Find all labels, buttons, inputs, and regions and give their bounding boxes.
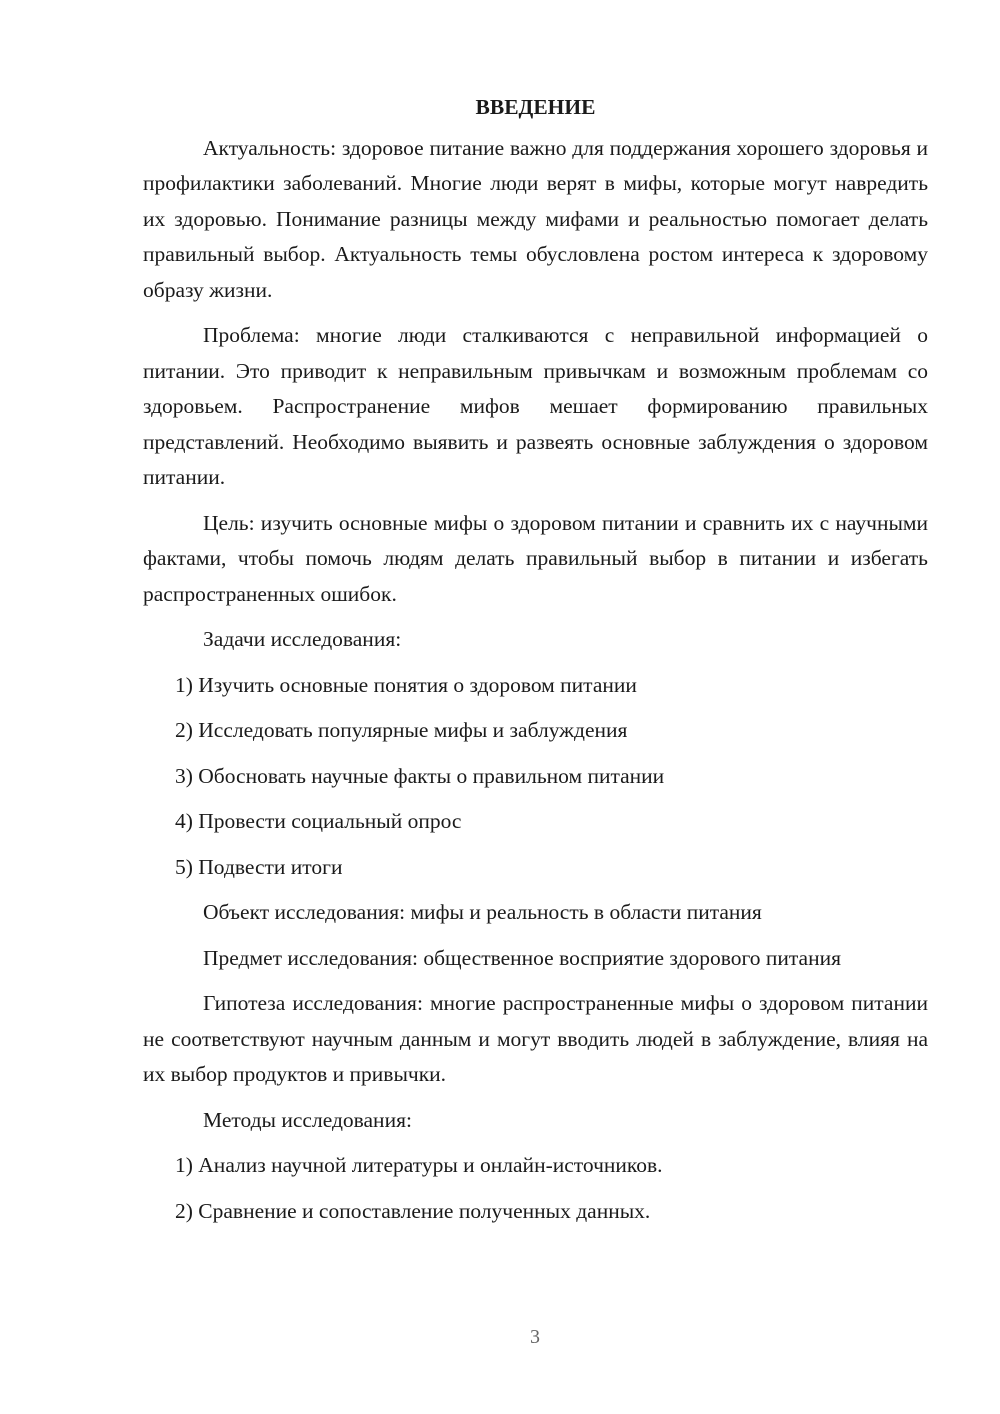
section-title: ВВЕДЕНИЕ xyxy=(475,95,596,119)
page-number: 3 xyxy=(530,1326,540,1348)
hypothesis-paragraph: Гипотеза исследования: многие распространенные мифы о здоровом питании не соответствуют научным данным и могут вводить людей в заблуждение, влияя на их выбор продуктов и привычки. xyxy=(143,991,928,1086)
task-item: 3) Обосновать научные факты о правильном питании xyxy=(175,763,665,788)
subject-paragraph: Предмет исследования: общественное восприятие здорового питания xyxy=(203,945,841,970)
task-item: 1) Изучить основные понятия о здоровом питании xyxy=(175,672,637,697)
task-item: 5) Подвести итоги xyxy=(175,854,343,879)
problem-paragraph: Проблема: многие люди сталкиваются с неправильной информацией о питании. Это приводит к неправильным привычкам и возможным проблемам со здоровьем. Распространение мифов мешает формированию правильных представлений. Необходимо выявить и развеять основные заблуждения о здоровом питании. xyxy=(143,323,928,489)
method-item: 2) Сравнение и сопоставление полученных данных. xyxy=(175,1198,651,1223)
methods-heading: Методы исследования: xyxy=(203,1107,412,1132)
method-item: 1) Анализ научной литературы и онлайн-источников. xyxy=(175,1153,663,1177)
task-item: 2) Исследовать популярные мифы и заблуждения xyxy=(175,718,628,742)
object-paragraph: Объект исследования: мифы и реальность в области питания xyxy=(203,900,762,924)
task-item: 4) Провести социальный опрос xyxy=(175,809,462,833)
document-page xyxy=(143,90,928,1239)
relevance-paragraph: Актуальность: здоровое питание важно для поддержания хорошего здоровья и профилактики заболеваний. Многие люди верят в мифы, которые могут навредить их здоровью. Понимание разницы между мифами и реальностью помогает делать правильный выбор. Актуальность темы обусловлена ростом интереса к здоровому образу жизни. xyxy=(143,135,928,302)
goal-paragraph: Цель: изучить основные мифы о здоровом питании и сравнить их с научными фактами, чтобы помочь людям делать правильный выбор в питании и избегать распространенных ошибок. xyxy=(143,510,928,606)
tasks-heading: Задачи исследования: xyxy=(203,627,402,651)
